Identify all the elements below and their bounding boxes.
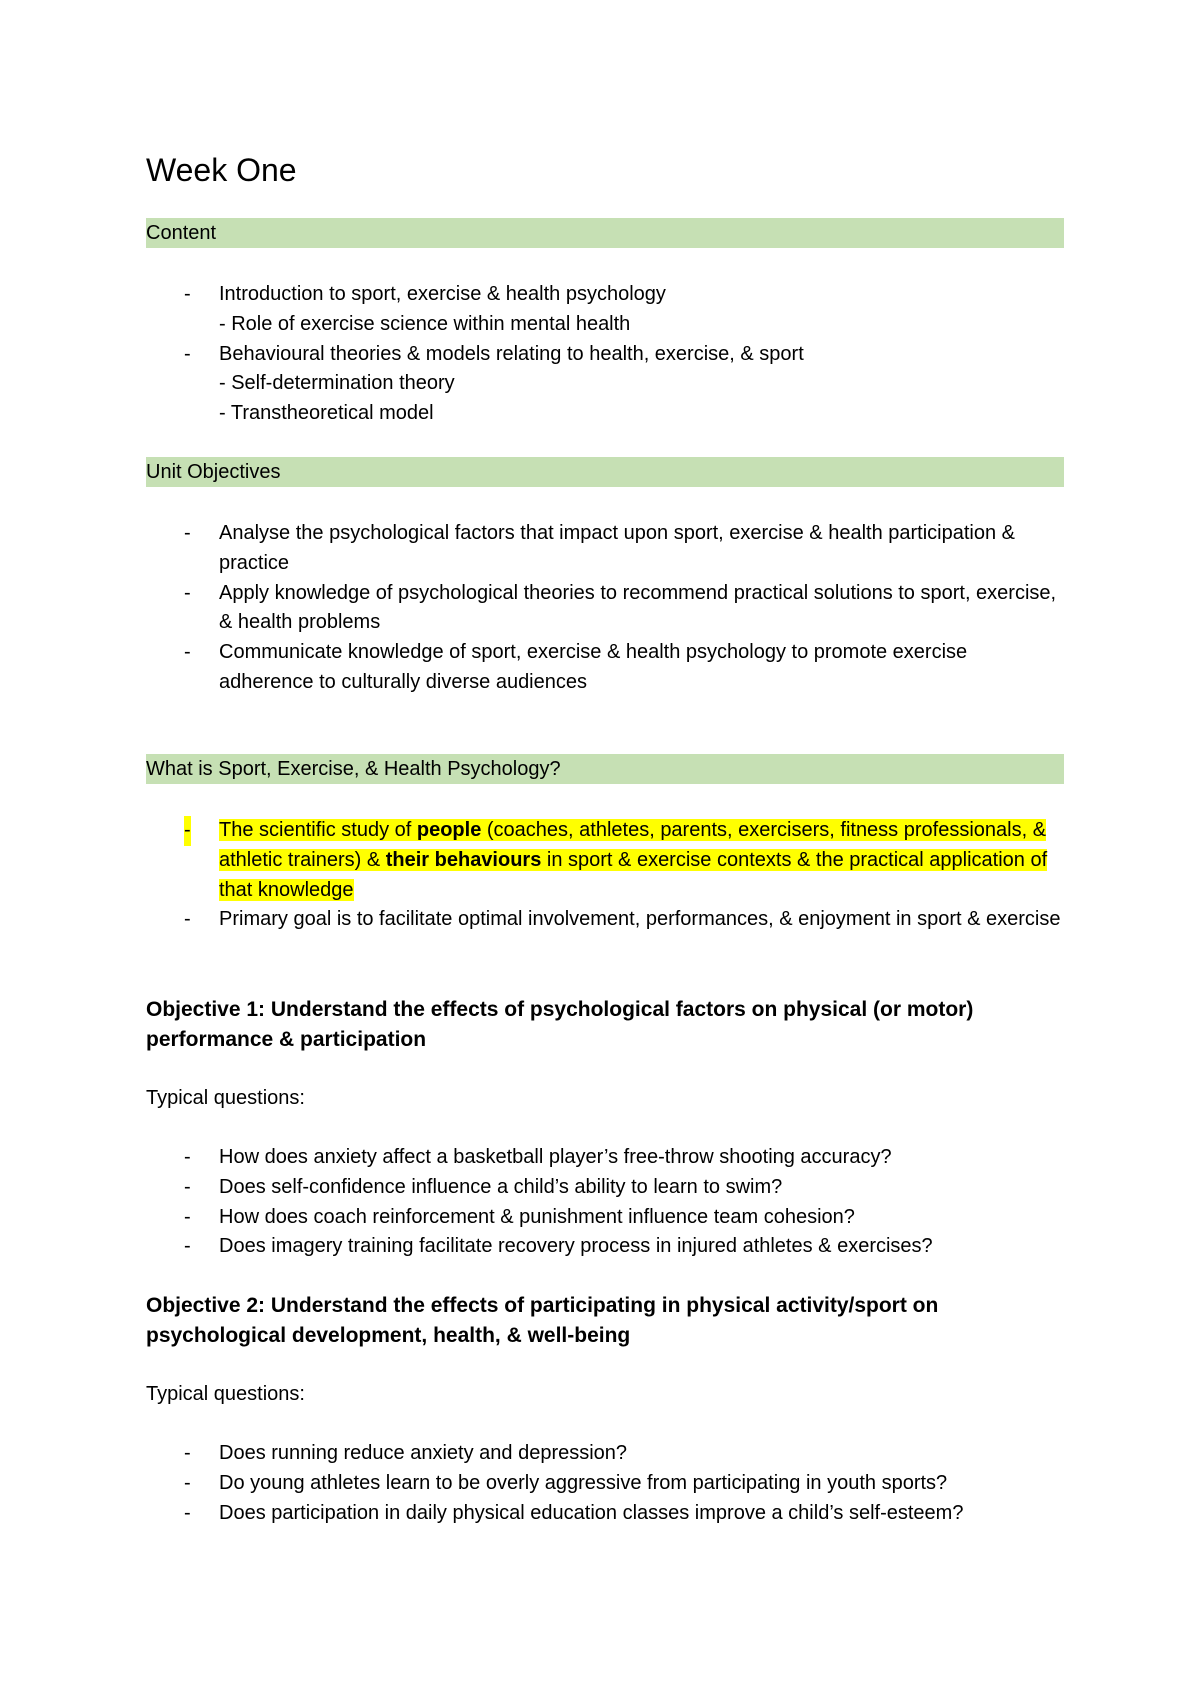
list-item [146, 519, 1066, 579]
list-item [146, 638, 1066, 698]
content-list [146, 280, 1066, 429]
objective-2-questions [146, 1439, 1066, 1528]
bullet-dash: - [184, 1205, 191, 1228]
list-item-text: Analyse the psychological factors that impact upon sport, exercise & health participation & practice [219, 522, 1015, 574]
definition-bold-people: people [416, 819, 482, 841]
bullet-dash: - [184, 908, 191, 931]
definition-text [219, 819, 1047, 901]
bullet-dash: - [184, 1235, 191, 1258]
bullet-dash: - [184, 1146, 191, 1168]
bullet-dash: - [184, 342, 191, 365]
list-item [146, 280, 1066, 340]
list-item-text: Apply knowledge of psychological theories to recommend practical solutions to sport, exercise, & health problems [219, 581, 1057, 634]
unit-objectives-heading: Unit Objectives [146, 457, 1064, 487]
definition-part: in sport & exercise contexts & the practical application of that knowledge [219, 848, 1048, 901]
list-item [146, 579, 1066, 639]
bullet-dash: - [184, 816, 191, 846]
bullet-dash: - [184, 1471, 191, 1494]
list-item [146, 1143, 1066, 1173]
list-item-text: Does participation in daily physical education classes improve a child’s self-esteem? [219, 1501, 964, 1524]
list-item-text: How does anxiety affect a basketball player’s free-throw shooting accuracy? [219, 1146, 892, 1168]
definition-part: The scientific study of [219, 819, 417, 841]
bullet-dash: - [184, 1175, 191, 1198]
list-item-text: Introduction to sport, exercise & health psychology [219, 283, 666, 305]
list-item [146, 1499, 1066, 1529]
definition-item [146, 816, 1066, 905]
bullet-dash: - [184, 522, 191, 544]
objective-1-heading: Objective 1: Understand the effects of psychological factors on physical (or motor) performance & participation [146, 998, 974, 1051]
list-item [146, 1469, 1066, 1499]
unit-objectives-list [146, 519, 1066, 698]
typical-questions-label: Typical questions: [146, 1383, 305, 1405]
objective-1-questions [146, 1143, 1066, 1262]
sub-item: - Self-determination theory [219, 372, 455, 395]
bullet-dash: - [184, 1501, 191, 1524]
page-title: Week One [146, 152, 297, 188]
content-heading: Content [146, 218, 1064, 248]
list-item [146, 1203, 1066, 1233]
list-item-text: Behavioural theories & models relating to health, exercise, & sport [219, 342, 804, 365]
sub-item: - Role of exercise science within mental health [219, 312, 631, 335]
list-item [146, 1232, 1066, 1262]
what-is-heading: What is Sport, Exercise, & Health Psychology? [146, 754, 1064, 784]
list-item [146, 1439, 1066, 1469]
list-item [146, 905, 1066, 935]
list-item-text: Do young athletes learn to be overly aggressive from participating in youth sports? [219, 1471, 948, 1494]
objective-2-heading: Objective 2: Understand the effects of participating in physical activity/sport on psychological development, health, & well-being [146, 1294, 939, 1347]
list-item-text: Communicate knowledge of sport, exercise & health psychology to promote exercise adherence to culturally diverse audiences [219, 641, 968, 693]
list-item [146, 340, 1066, 429]
definition-bold-behaviours: their behaviours [385, 848, 542, 871]
bullet-dash: - [184, 641, 191, 664]
bullet-dash: - [184, 283, 191, 305]
list-item-text: Primary goal is to facilitate optimal involvement, performances, & enjoyment in sport & exercise [219, 908, 1061, 931]
bullet-dash: - [184, 581, 191, 604]
list-item-text: Does running reduce anxiety and depression? [219, 1442, 628, 1464]
typical-questions-label: Typical questions: [146, 1087, 305, 1109]
list-item-text: Does self-confidence influence a child’s ability to learn to swim? [219, 1175, 783, 1198]
definition-part: (coaches, athletes, parents, exercisers, fitness professionals, & athletic trainers) & [219, 819, 1047, 871]
bullet-dash: - [184, 1442, 191, 1464]
sub-item: - Transtheoretical model [219, 402, 434, 425]
list-item [146, 1173, 1066, 1203]
what-is-list [146, 816, 1066, 935]
list-item-text: Does imagery training facilitate recovery process in injured athletes & exercises? [219, 1235, 933, 1258]
list-item-text: How does coach reinforcement & punishment influence team cohesion? [219, 1205, 855, 1228]
